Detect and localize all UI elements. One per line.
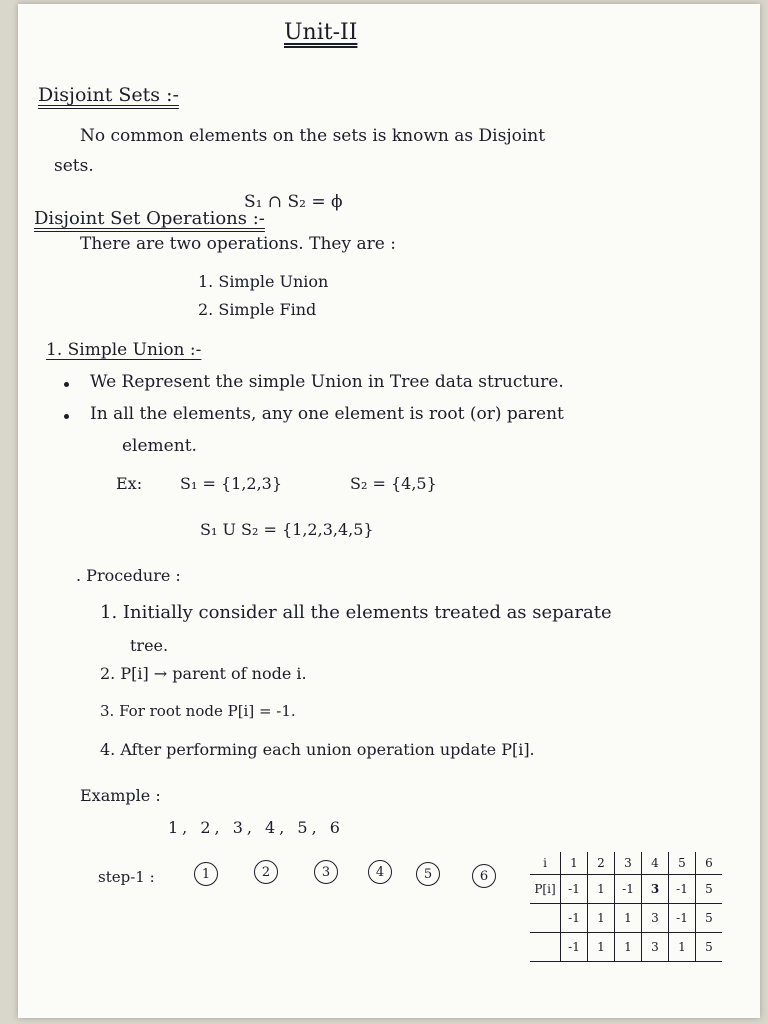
step-1-label: step-1 : bbox=[98, 868, 155, 886]
table-row bbox=[530, 933, 722, 962]
table-cell: 1 bbox=[615, 933, 642, 962]
table-cell: -1 bbox=[561, 933, 588, 962]
table-cell: 1 bbox=[561, 852, 588, 875]
definition-line-2: sets. bbox=[54, 156, 94, 176]
set-union: S₁ U S₂ = {1,2,3,4,5} bbox=[200, 520, 374, 539]
table-cell: 2 bbox=[588, 852, 615, 875]
table-cell bbox=[530, 904, 561, 933]
example-heading: Example : bbox=[80, 786, 161, 805]
bullet-dot bbox=[64, 382, 69, 387]
table-cell: 5 bbox=[696, 875, 723, 904]
table-cell bbox=[530, 933, 561, 962]
node-circle: 1 bbox=[194, 862, 218, 886]
procedure-step-1a: 1. Initially consider all the elements treated as separate bbox=[100, 602, 612, 623]
table-cell: 1 bbox=[615, 904, 642, 933]
table-cell: -1 bbox=[561, 875, 588, 904]
simple-union-bullet-2a: In all the elements, any one element is root (or) parent bbox=[90, 404, 564, 424]
node-circle: 3 bbox=[314, 860, 338, 884]
table-cell: 5 bbox=[696, 904, 723, 933]
table-cell: 5 bbox=[669, 852, 696, 875]
ex-label: Ex: bbox=[116, 474, 143, 493]
node-circle: 2 bbox=[254, 860, 278, 884]
procedure-step-3: 3. For root node P[i] = -1. bbox=[100, 702, 296, 720]
simple-union-heading: 1. Simple Union :- bbox=[46, 340, 202, 360]
definition-line-1: No common elements on the sets is known as Disjoint bbox=[80, 126, 546, 146]
page-title: Unit-II bbox=[284, 20, 358, 45]
table-cell: i bbox=[530, 852, 561, 875]
set-s2: S₂ = {4,5} bbox=[350, 474, 437, 493]
table-cell: 5 bbox=[696, 933, 723, 962]
operations-heading: Disjoint Set Operations :- bbox=[34, 208, 265, 229]
procedure-step-4: 4. After performing each union operation update P[i]. bbox=[100, 740, 535, 759]
simple-union-bullet-2b: element. bbox=[122, 436, 197, 456]
operation-item-find: 2. Simple Find bbox=[198, 300, 317, 319]
table-cell: -1 bbox=[669, 875, 696, 904]
operations-intro: There are two operations. They are : bbox=[80, 234, 396, 254]
set-s1: S₁ = {1,2,3} bbox=[180, 474, 283, 493]
table-header-row bbox=[530, 852, 722, 875]
example-sequence: 1, 2, 3, 4, 5, 6 bbox=[168, 818, 344, 837]
procedure-heading: . Procedure : bbox=[76, 566, 181, 585]
node-circle: 5 bbox=[416, 862, 440, 886]
table-row bbox=[530, 904, 722, 933]
table-cell: -1 bbox=[615, 875, 642, 904]
table-cell: 1 bbox=[588, 875, 615, 904]
table-cell: 4 bbox=[642, 852, 669, 875]
procedure-step-2: 2. P[i] → parent of node i. bbox=[100, 664, 307, 683]
parent-array-table bbox=[530, 852, 722, 962]
table-cell: 3 bbox=[642, 875, 669, 904]
table-row bbox=[530, 875, 722, 904]
table-cell: 3 bbox=[642, 933, 669, 962]
table-cell: 1 bbox=[669, 933, 696, 962]
node-circle: 4 bbox=[368, 860, 392, 884]
node-circle: 6 bbox=[472, 864, 496, 888]
procedure-step-1b: tree. bbox=[130, 636, 169, 655]
table-cell: P[i] bbox=[530, 875, 561, 904]
table-cell: 3 bbox=[615, 852, 642, 875]
table-cell: -1 bbox=[561, 904, 588, 933]
operation-item-union: 1. Simple Union bbox=[198, 272, 329, 291]
bullet-dot bbox=[64, 414, 69, 419]
simple-union-bullet-1: We Represent the simple Union in Tree data structure. bbox=[90, 372, 564, 392]
disjoint-formula: S₁ ∩ S₂ = ϕ bbox=[244, 192, 343, 212]
table-cell: -1 bbox=[669, 904, 696, 933]
disjoint-sets-heading: Disjoint Sets :- bbox=[38, 84, 179, 106]
table-cell: 3 bbox=[642, 904, 669, 933]
table-cell: 1 bbox=[588, 933, 615, 962]
table-cell: 1 bbox=[588, 904, 615, 933]
table-cell: 6 bbox=[696, 852, 723, 875]
